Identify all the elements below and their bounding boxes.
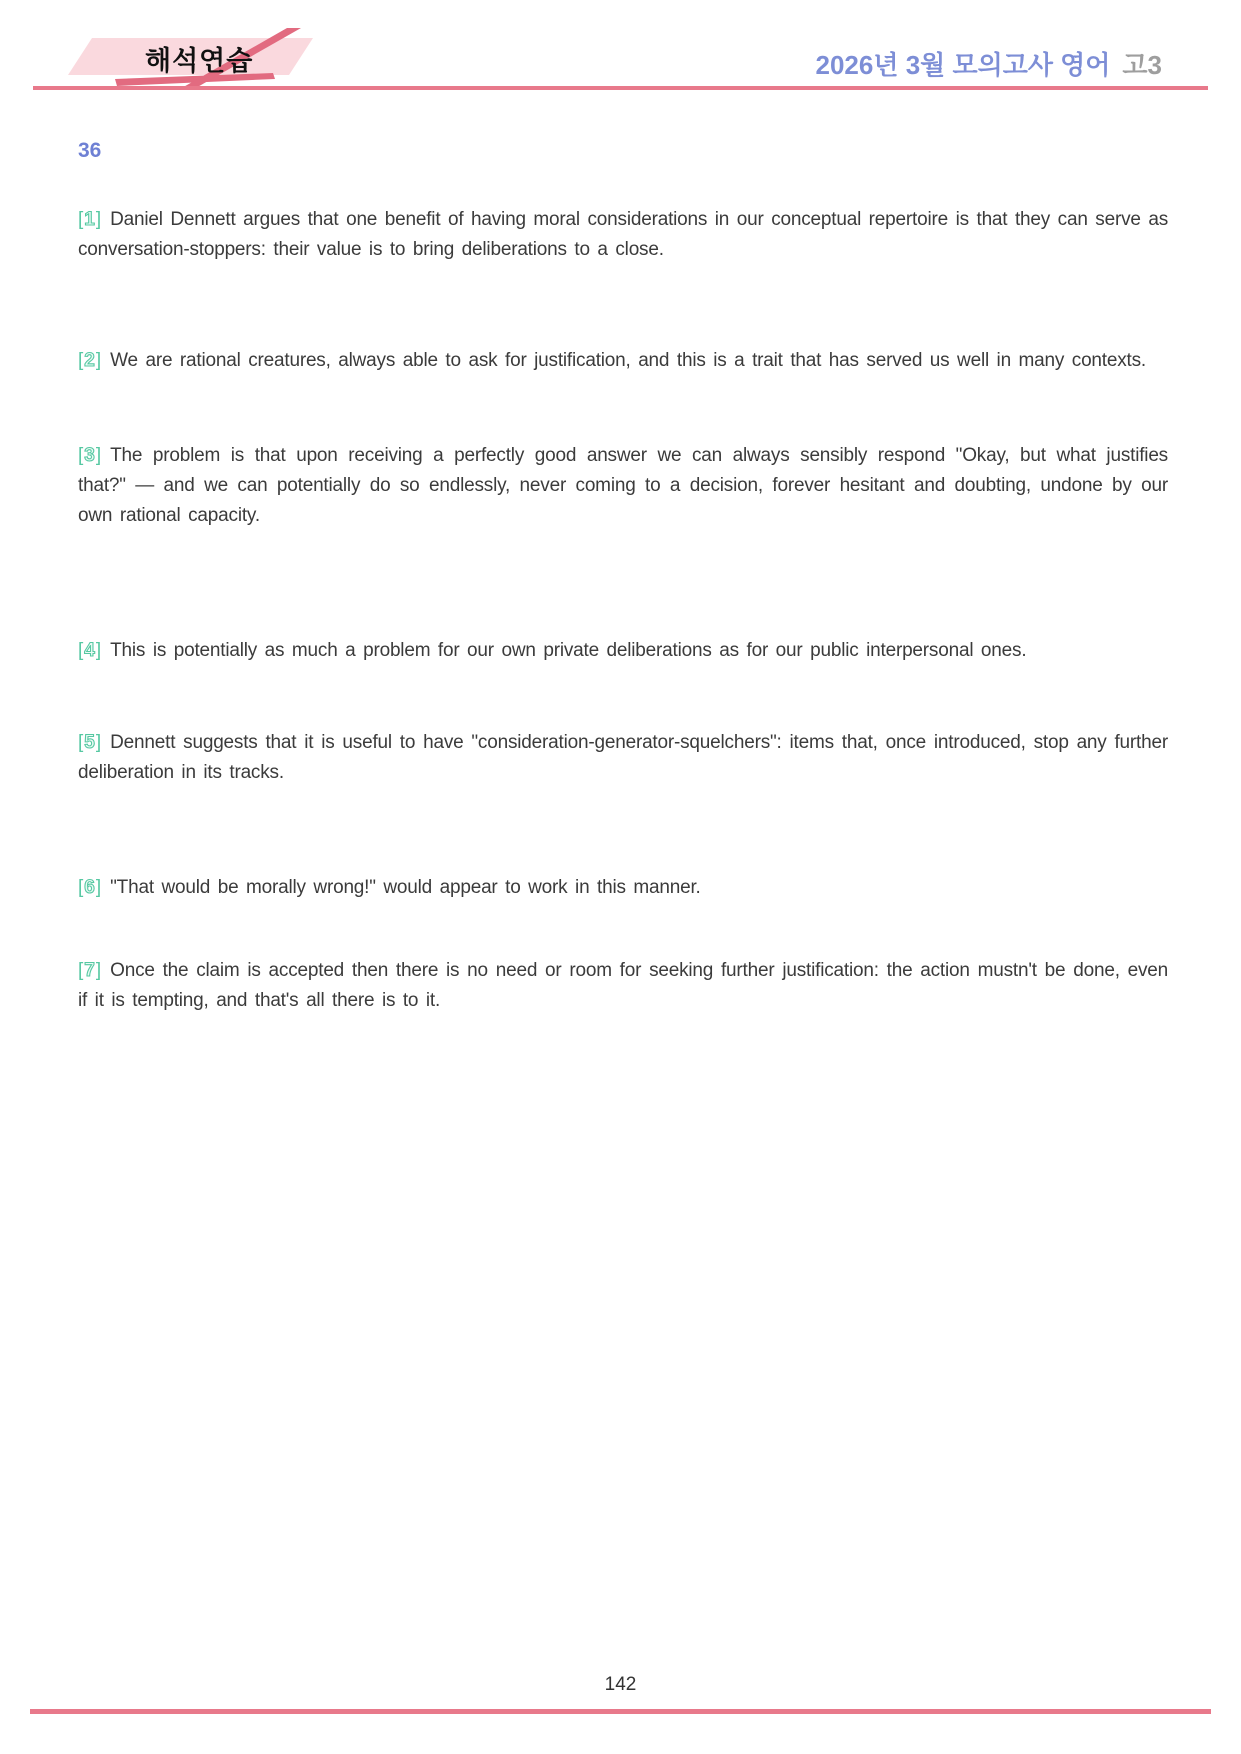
sentence-marker: [7] <box>78 960 102 981</box>
sentence-paragraph-1 <box>78 205 1168 265</box>
sentence-marker: [5] <box>78 732 102 753</box>
sentence-paragraph-4 <box>78 636 1168 666</box>
sentence-paragraph-6 <box>78 873 1168 903</box>
sentence-text: "That would be morally wrong!" would appear to work in this manner. <box>110 877 701 898</box>
sentence-marker: [2] <box>78 350 102 371</box>
sentence-paragraph-7 <box>78 956 1168 1016</box>
sentence-text: We are rational creatures, always able to ask for justification, and this is a trait that has served us well in many contexts. <box>110 350 1147 371</box>
sentence-marker: [6] <box>78 877 102 898</box>
passage <box>78 205 1168 1016</box>
footer-divider <box>30 1709 1211 1714</box>
sentence-paragraph-5 <box>78 728 1168 788</box>
sentence-text: Daniel Dennett argues that one benefit of having moral considerations in our conceptual repertoire is that they can serve as conversation-stoppers: their value is to bring deliberations to a close. <box>78 209 1168 260</box>
page-title <box>816 50 1162 81</box>
sentence-marker: [4] <box>78 640 102 661</box>
sentence-text: Dennett suggests that it is useful to have "consideration-generator-squelchers": items that, once introduced, stop any further deliberation in its tracks. <box>78 732 1168 783</box>
logo-text: 해석연습 <box>145 46 254 76</box>
sentence-marker: [3] <box>78 445 102 466</box>
header-divider <box>33 86 1208 90</box>
page-title-grade: 고3 <box>1122 50 1162 80</box>
sentence-text: Once the claim is accepted then there is no need or room for seeking further justification: the action mustn't be done, even if it is tempting, and that's all there is to it. <box>78 960 1168 1011</box>
sentence-paragraph-2 <box>78 346 1168 376</box>
sentence-paragraph-3 <box>78 441 1168 531</box>
sentence-text: The problem is that upon receiving a perfectly good answer we can always sensibly respond "Okay, but what justifies that?" — and we can potentially do so endlessly, never coming to a decision, forever hesitant and doubting, undone by our own rational capacity. <box>78 445 1168 526</box>
question-number: 36 <box>78 139 102 162</box>
page-title-main: 2026년 3월 모의고사 영어 <box>815 50 1111 80</box>
sentence-text: This is potentially as much a problem for our own private deliberations as for our public interpersonal ones. <box>110 640 1027 661</box>
sentence-marker: [1] <box>78 209 102 230</box>
page-number: 142 <box>604 1674 637 1695</box>
